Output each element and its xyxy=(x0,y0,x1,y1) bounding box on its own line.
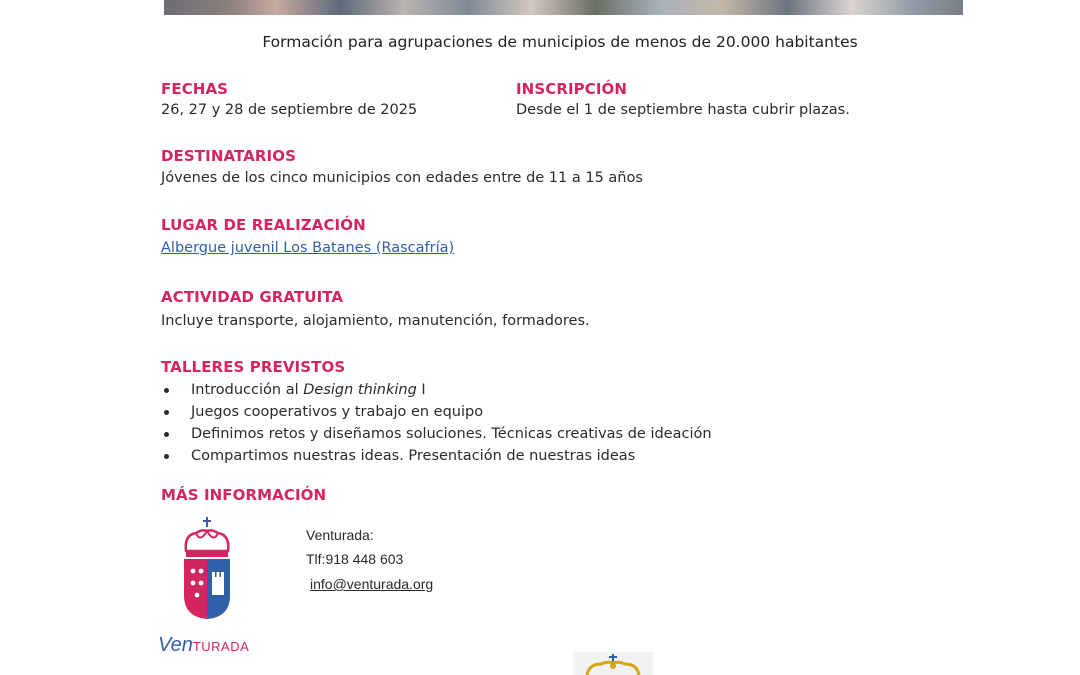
contact-name: Venturada: xyxy=(306,527,374,543)
design-thinking-emphasis: Design thinking xyxy=(303,382,417,398)
actividad-heading: ACTIVIDAD GRATUITA xyxy=(161,288,344,306)
crown-crest-icon xyxy=(573,652,653,675)
contact-phone: Tlf:918 448 603 xyxy=(306,551,404,567)
header-photo-strip xyxy=(164,0,963,15)
fechas-heading: FECHAS xyxy=(161,80,229,98)
talleres-heading: TALLERES PREVISTOS xyxy=(161,358,346,376)
inscripcion-text: Desde el 1 de septiembre hasta cubrir plazas. xyxy=(516,102,850,118)
contact-email-link[interactable]: info@venturada.org xyxy=(310,576,434,592)
list-item: Definimos retos y diseñamos soluciones. Técnicas creativas de ideación xyxy=(161,423,712,445)
lugar-link[interactable]: Albergue juvenil Los Batanes (Rascafría) xyxy=(161,240,455,256)
inscripcion-heading: INSCRIPCIÓN xyxy=(516,80,628,98)
mas-info-heading: MÁS INFORMACIÓN xyxy=(161,486,327,504)
list-item: Compartimos nuestras ideas. Presentación de nuestras ideas xyxy=(161,445,712,467)
venturada-logo: VenTURADA xyxy=(158,634,250,656)
list-item: Introducción al Design thinking I xyxy=(161,379,712,401)
talleres-list xyxy=(161,379,712,467)
destinatarios-heading: DESTINATARIOS xyxy=(161,147,296,165)
coat-of-arms-icon xyxy=(180,517,234,621)
list-item: Juegos cooperativos y trabajo en equipo xyxy=(161,401,712,423)
actividad-text: Incluye transporte, alojamiento, manutención, formadores. xyxy=(161,313,590,329)
destinatarios-text: Jóvenes de los cinco municipios con edades entre de 11 a 15 años xyxy=(161,170,643,186)
fechas-text: 26, 27 y 28 de septiembre de 2025 xyxy=(161,102,418,118)
page-subtitle: Formación para agrupaciones de municipios de menos de 20.000 habitantes xyxy=(262,33,858,51)
lugar-heading: LUGAR DE REALIZACIÓN xyxy=(161,216,366,234)
